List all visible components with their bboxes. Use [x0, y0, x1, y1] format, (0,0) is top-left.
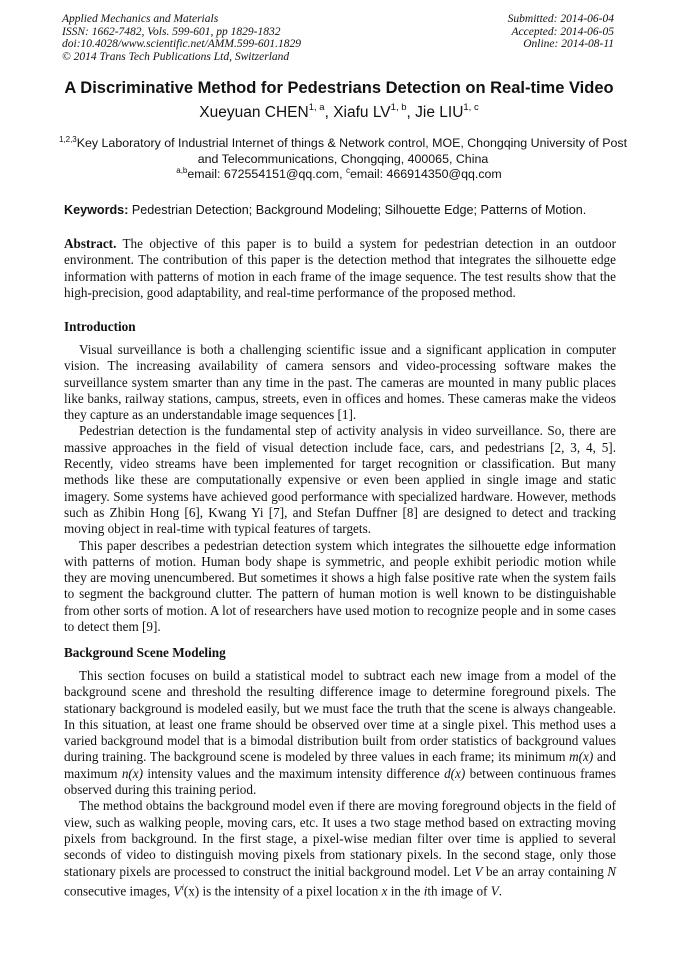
- affiliation: [58, 132, 628, 167]
- affiliation-marker: 1,2,3: [58, 135, 77, 144]
- author-separator: ,: [406, 104, 416, 122]
- email-marker: a,b: [176, 166, 188, 175]
- abstract-label: Abstract.: [64, 236, 117, 251]
- keywords: [64, 203, 624, 217]
- abstract: [64, 236, 616, 301]
- author-separator: ,: [324, 104, 334, 122]
- section-heading-introduction: Introduction: [64, 319, 136, 334]
- copyright-line: © 2014 Trans Tech Publications Ltd, Switzerland: [62, 50, 290, 63]
- author-affiliation-marker: 1, c: [463, 102, 479, 113]
- author-affiliation-marker: 1, a: [308, 102, 325, 113]
- accepted-date: Accepted: 2014-06-05: [511, 25, 614, 38]
- keywords-label: Keywords:: [64, 203, 129, 217]
- section-heading-background-scene-modeling: Background Scene Modeling: [64, 645, 226, 660]
- email-marker: c: [346, 166, 350, 175]
- math-variable: V: [173, 883, 182, 899]
- keywords-text: Pedestrian Detection; Background Modeling; Silhouette Edge; Patterns of Motion.: [128, 203, 587, 217]
- affiliation-text: Key Laboratory of Industrial Internet of things & Network control, MOE, Chongqing University of Post and Telecommunications, Chongqing, 400065, China: [76, 136, 628, 166]
- email-text: email: 672554151@qq.com,: [187, 167, 346, 182]
- doi-line: doi:10.4028/www.scientific.net/AMM.599-601.1829: [62, 38, 302, 51]
- author-name: Xiafu LV: [333, 104, 391, 122]
- paragraph: Pedestrian detection is the fundamental step of activity analysis in video surveillance. So, there are massive approaches in the field of visual detection include face, cars, and pedestrians [2, 3, 4, 5]. Recently, video streams have been implemented for target recognition or classification. But many methods like these are computationally expensive or even been applied in single image and static imagery. Some systems have achieved good performance with specialized hardware. However, methods such as Zhibin Hong [6], Kwang Yi [7], and Stefan Duffner [8] are designed to detect and tracking moving object in real-time with typical features of targets.: [64, 423, 616, 537]
- journal-name: Applied Mechanics and Materials: [62, 13, 219, 25]
- paper-title: A Discriminative Method for Pedestrians Detection on Real-time Video: [64, 79, 614, 97]
- paragraph: Visual surveillance is both a challenging scientific issue and a significant application in computer vision. The increasing availability of camera sensors and video-processing software makes the surveillance system smarter than any time in the past. The cameras are mounted in many public places like banks, railway stations, campus, streets, even in offices and homes. These cameras make the videos they capture as an understandable image sequences [1].: [64, 342, 616, 423]
- author-name: Xueyuan CHEN: [199, 104, 309, 122]
- paragraph: This section focuses on build a statistical model to subtract each new image from a model of the background scene and threshold the resulting difference image to determine foreground pixels. The stationary background is modeled easily, but we must face the truth that the scene is always changeable. In this situation, at least one frame should be observed over time at a single pixel. This method uses a varied background model that is a bimodal distribution built from order statistics of background values during training. The background scene is modeled by three values in each frame; its minimum m(x) and maximum n(x) intensity values and the maximum intensity difference d(x) between continuous frames observed during this training period.: [64, 668, 616, 798]
- submitted-date: Submitted: 2014-06-04: [507, 13, 614, 25]
- abstract-text: The objective of this paper is to build a system for pedestrian detection in an outdoor environment. The contribution of this paper is the detection method that integrates the silhouette edge information with patterns of motion in each frame of the image sequence. The test results show that the high-precision, good adaptability, and real-time performance of the proposed method.: [64, 236, 616, 300]
- author-affiliation-marker: 1, b: [390, 102, 407, 113]
- issn-line: ISSN: 1662-7482, Vols. 599-601, pp 1829-1832: [62, 25, 281, 38]
- background-modeling-body: [64, 668, 616, 900]
- dates-info: [508, 13, 614, 51]
- introduction-body: [64, 342, 616, 635]
- paragraph: This paper describes a pedestrian detection system which integrates the silhouette edge information with patterns of motion. Human body shape is symmetric, and people exhibit periodic motion while they are moving unencumbered. But sometimes it shows a high false positive rate when the system fails to segment the background clutter. The pattern of human motion is well known to be distinguishable from other sorts of motion. A lot of researchers have used motion to recognize people and in some cases to detect them [9].: [64, 537, 616, 635]
- author-list: [0, 103, 678, 122]
- paragraph: The method obtains the background model even if there are moving foreground objects in the field of view, such as walking people, moving cars, etc. It uses a two stage method based on extracting moving pixels from background. In the first stage, a pixel-wise median filter over time is applied to several seconds of video to distinguish moving pixels from stationary pixels. In the second stage, only those stationary pixels are processed to construct the initial background model. Let V be an array containing N consecutive images, $V^i(x)$ is the intensity of a pixel location x in the ith image of V.: [64, 798, 616, 899]
- email-text: email: 466914350@qq.com: [350, 167, 502, 182]
- journal-info: [62, 13, 301, 63]
- author-name: Jie LIU: [415, 104, 464, 122]
- online-date: Online: 2014-08-11: [523, 38, 614, 51]
- author-emails: [0, 166, 678, 181]
